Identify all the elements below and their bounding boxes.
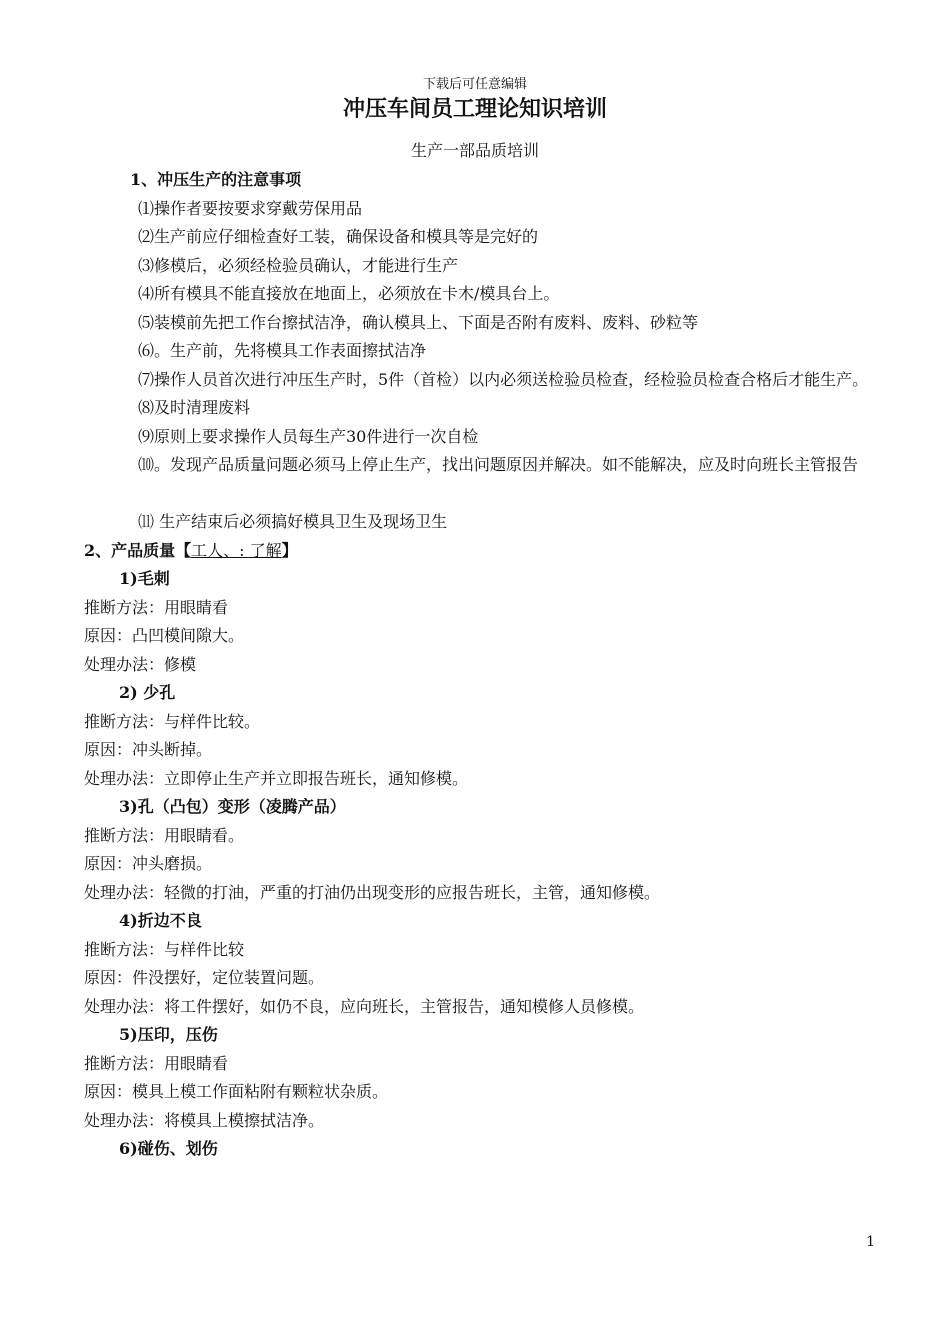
precaution-item-2: ⑵生产前应仔细检查好工装，确保设备和模具等是完好的 xyxy=(138,227,539,246)
section2-heading xyxy=(84,537,874,566)
defect-title: 6)碰伤、划伤 xyxy=(119,1139,218,1158)
defect-fix: 处理办法：轻微的打油，严重的打油仍出现变形的应报告班长，主管，通知修模。 xyxy=(84,882,661,902)
precaution-item-11: ⑾ 生产结束后必须搞好模具卫生及现场卫生 xyxy=(138,512,448,531)
section1-heading: 1、冲压生产的注意事项 xyxy=(130,170,302,189)
defect-fix: 处理办法：将模具上模擦拭洁净。 xyxy=(84,1110,325,1130)
precaution-item-9: ⑼原则上要求操作人员每生产30件进行一次自检 xyxy=(138,426,479,446)
defect-detect: 推断方法：与样件比较。 xyxy=(84,711,261,731)
precaution-item-4: ⑷所有模具不能直接放在地面上，必须放在卡木/模具台上。 xyxy=(138,284,560,303)
defect-detect: 推断方法：用眼睛看 xyxy=(84,1053,229,1073)
document-subtitle: 生产一部品质培训 xyxy=(410,141,539,160)
defect-fix: 处理办法：修模 xyxy=(84,654,197,674)
defect-cause: 原因：冲头断掉。 xyxy=(84,740,213,759)
defect-cause: 原因：冲头磨损。 xyxy=(84,854,213,873)
precaution-item-7: ⑺操作人员首次进行冲压生产时，5件（首检）以内必须送检验员检查，经检验员检查合格后才能生产。 xyxy=(138,369,869,389)
document-title: 冲压车间员工理论知识培训 xyxy=(342,97,607,122)
defect-title: 5)压印，压伤 xyxy=(119,1025,218,1044)
defect-cause: 原因：件没摆好，定位装置问题。 xyxy=(84,968,325,987)
section2-heading-text: 2、产品质量 xyxy=(84,540,176,560)
precaution-item-10: ⑽。发现产品质量问题必须马上停止生产，找出问题原因并解决。如不能解决，应及时向班长主管报告 xyxy=(138,455,859,474)
defect-title: 2) 少孔 xyxy=(119,683,176,702)
page-number: 1 xyxy=(866,1234,875,1250)
defect-fix: 处理办法：立即停止生产并立即报告班长，通知修模。 xyxy=(84,768,469,788)
defect-detect: 推断方法：用眼睛看 xyxy=(84,597,229,617)
section2-tag-open: 【 xyxy=(175,540,192,560)
section2-tag: 工人、: 了解 xyxy=(191,540,282,560)
defect-title: 1)毛刺 xyxy=(119,569,170,588)
blank-line xyxy=(84,480,874,509)
precaution-item-5: ⑸装模前先把工作台擦拭洁净，确认模具上、下面是否附有废料、废料、砂粒等 xyxy=(138,312,699,332)
precaution-item-8: ⑻及时清理废料 xyxy=(138,398,251,417)
defect-title: 4)折边不良 xyxy=(119,911,202,930)
defect-title: 3)孔（凸包）变形（凌腾产品） xyxy=(119,797,346,816)
defect-detect: 推断方法：用眼睛看。 xyxy=(84,825,245,845)
precaution-item-3: ⑶修模后，必须经检验员确认，才能进行生产 xyxy=(138,255,459,275)
section2-tag-close: 】 xyxy=(281,540,298,560)
defect-cause: 原因：模具上模工作面粘附有颗粒状杂质。 xyxy=(84,1082,389,1101)
defect-cause: 原因：凸凹模间隙大。 xyxy=(84,626,245,645)
download-note: 下载后可任意编辑 xyxy=(422,77,527,92)
defect-fix: 处理办法：将工件摆好，如仍不良，应向班长，主管报告，通知模修人员修模。 xyxy=(84,996,645,1016)
document-body xyxy=(84,166,874,1164)
defect-detect: 推断方法：与样件比较 xyxy=(84,939,245,959)
precaution-item-1: ⑴操作者要按要求穿戴劳保用品 xyxy=(138,198,363,218)
precaution-item-6: ⑹。生产前，先将模具工作表面擦拭洁净 xyxy=(138,341,427,360)
